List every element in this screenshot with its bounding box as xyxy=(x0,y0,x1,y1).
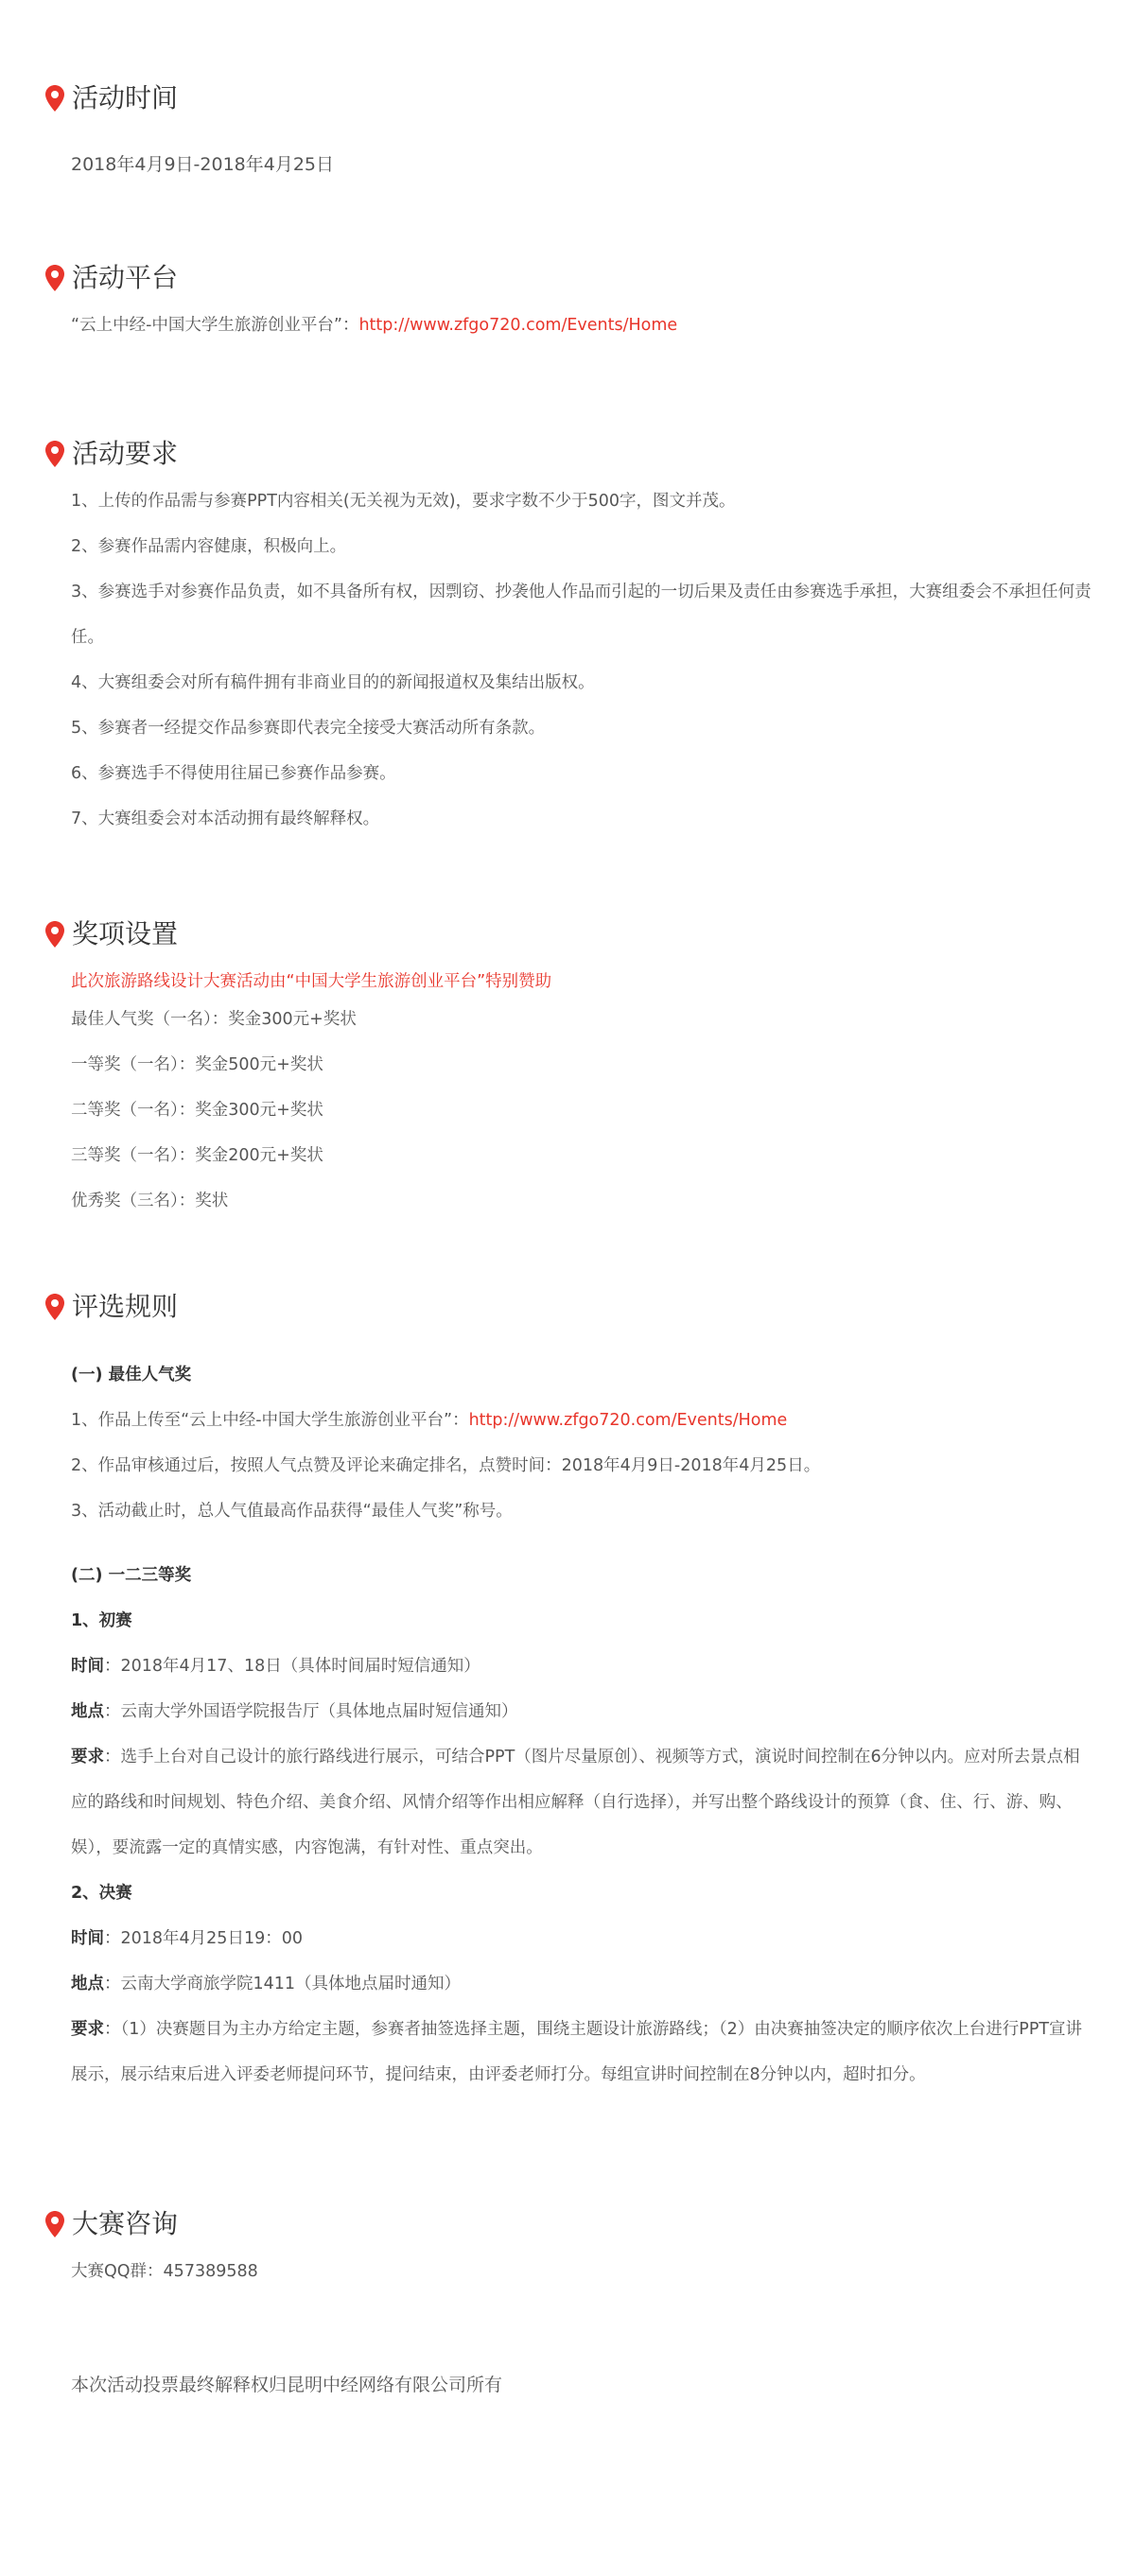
location-pin-icon xyxy=(45,441,64,467)
award-item: 三等奖（一名）：奖金200元+奖状 xyxy=(71,1146,323,1165)
final-req-value: ：（1）决赛题目为主办方给定主题，参赛者抽签选择主题，围绕主题设计旅游路线；（2）由决赛抽签决定的顺序依次上台进行PPT宣讲展示，展示结束后进入评委老师提问环节，提问结束，由评委老师打分。每组宣讲时间控制在8分钟以内，超时扣分。 xyxy=(71,2020,1083,2084)
final-place-label: 地点 xyxy=(71,1975,104,1993)
prelim-time xyxy=(71,1653,480,1680)
location-pin-icon xyxy=(45,85,64,112)
activity-time-value: 2018年4月9日-2018年4月25日 xyxy=(71,154,335,175)
requirement-item: 3、参赛选手对参赛作品负责，如不具备所有权，因剽窃、抄袭他人作品而引起的一切后果及责任由参赛选手承担，大赛组委会不承担任何责任。 xyxy=(71,583,1091,647)
final-time xyxy=(71,1925,303,1952)
rules-popular-item1-link[interactable]: http://www.zfgo720.com/Events/Home xyxy=(468,1411,788,1430)
final-requirement xyxy=(71,2007,1092,2097)
prelim-req-value: ：选手上台对自己设计的旅行路线进行展示，可结合PPT（图片尽量原创）、视频等方式，演说时间控制在6分钟以内。应对所去景点相应的路线和时间规划、特色介绍、美食介绍、风情介绍等作出相应解释（自行选择），并写出整个路线设计的预算（食、住、行、游、购、娱），要流露一定的真情实感，内容饱满，有针对性、重点突出。 xyxy=(71,1748,1080,1857)
final-req-label: 要求 xyxy=(71,2020,104,2039)
prelim-requirement xyxy=(71,1734,1092,1871)
section-title-text: 评选规则 xyxy=(72,1291,179,1322)
prelim-place-label: 地点 xyxy=(71,1702,104,1721)
prelim-time-value: ：2018年4月17、18日（具体时间届时短信通知） xyxy=(104,1657,480,1676)
section-title-text: 奖项设置 xyxy=(72,918,179,949)
final-time-value: ：2018年4月25日19：00 xyxy=(104,1929,303,1948)
final-place xyxy=(71,1971,461,1997)
requirement-item: 1、上传的作品需与参赛PPT内容相关(无关视为无效)，要求字数不少于500字，图文并茂。 xyxy=(71,492,736,511)
final-heading: 2、决赛 xyxy=(71,1884,132,1903)
prelim-place xyxy=(71,1698,518,1725)
final-time-label: 时间 xyxy=(71,1929,104,1948)
requirement-item: 5、参赛者一经提交作品参赛即代表完全接受大赛活动所有条款。 xyxy=(71,719,546,738)
rules-popular-item xyxy=(71,1407,787,1434)
section-title-time xyxy=(45,78,178,119)
rules-popular-item: 2、作品审核通过后，按照人气点赞及评论来确定排名，点赞时间：2018年4月9日-2018年4月25日。 xyxy=(71,1456,821,1475)
section-title-text: 活动平台 xyxy=(72,262,179,293)
prelim-heading: 1、初赛 xyxy=(71,1611,132,1630)
rules-popular-item: 3、活动截止时，总人气值最高作品获得“最佳人气奖”称号。 xyxy=(71,1502,513,1521)
rules-popular-item1-label: 1、作品上传至“云上中经-中国大学生旅游创业平台”： xyxy=(71,1411,469,1430)
rules-ranked-heading: (二) 一二三等奖 xyxy=(71,1566,192,1585)
awards-sponsor-note: 此次旅游路线设计大赛活动由“中国大学生旅游创业平台”特别赞助 xyxy=(71,972,552,991)
award-item: 二等奖（一名）：奖金300元+奖状 xyxy=(71,1101,323,1120)
requirement-item: 6、参赛选手不得使用往届已参赛作品参赛。 xyxy=(71,764,396,783)
platform-label: “云上中经-中国大学生旅游创业平台”： xyxy=(71,316,359,335)
section-title-requirements xyxy=(45,433,178,475)
prelim-req-label: 要求 xyxy=(71,1748,104,1767)
award-item: 优秀奖（三名）：奖状 xyxy=(71,1192,229,1210)
requirement-item: 7、大赛组委会对本活动拥有最终解释权。 xyxy=(71,809,380,828)
location-pin-icon xyxy=(45,2211,64,2237)
requirement-item: 2、参赛作品需内容健康，积极向上。 xyxy=(71,537,347,556)
location-pin-icon xyxy=(45,921,64,948)
award-item: 一等奖（一名）：奖金500元+奖状 xyxy=(71,1055,323,1074)
section-title-consult xyxy=(45,2203,178,2245)
prelim-place-value: ：云南大学外国语学院报告厅（具体地点届时短信通知） xyxy=(104,1702,518,1721)
section-title-awards xyxy=(45,914,178,955)
rules-popular-heading: (一) 最佳人气奖 xyxy=(71,1366,192,1384)
platform-link[interactable]: http://www.zfgo720.com/Events/Home xyxy=(358,316,678,335)
section-title-text: 大赛咨询 xyxy=(72,2208,179,2239)
platform-line xyxy=(71,312,677,339)
section-title-text: 活动要求 xyxy=(72,438,179,469)
location-pin-icon xyxy=(45,265,64,291)
final-place-value: ：云南大学商旅学院1411（具体地点届时通知） xyxy=(104,1975,462,1993)
requirement-item: 4、大赛组委会对所有稿件拥有非商业目的的新闻报道权及集结出版权。 xyxy=(71,673,595,692)
location-pin-icon xyxy=(45,1294,64,1320)
section-title-platform xyxy=(45,257,178,299)
qq-group: 大赛QQ群：457389588 xyxy=(71,2262,258,2281)
section-title-rules xyxy=(45,1286,178,1328)
section-title-text: 活动时间 xyxy=(72,82,179,113)
footer-disclaimer: 本次活动投票最终解释权归昆明中经网络有限公司所有 xyxy=(71,2375,503,2395)
award-item: 最佳人气奖（一名）：奖金300元+奖状 xyxy=(71,1010,357,1029)
prelim-time-label: 时间 xyxy=(71,1657,104,1676)
